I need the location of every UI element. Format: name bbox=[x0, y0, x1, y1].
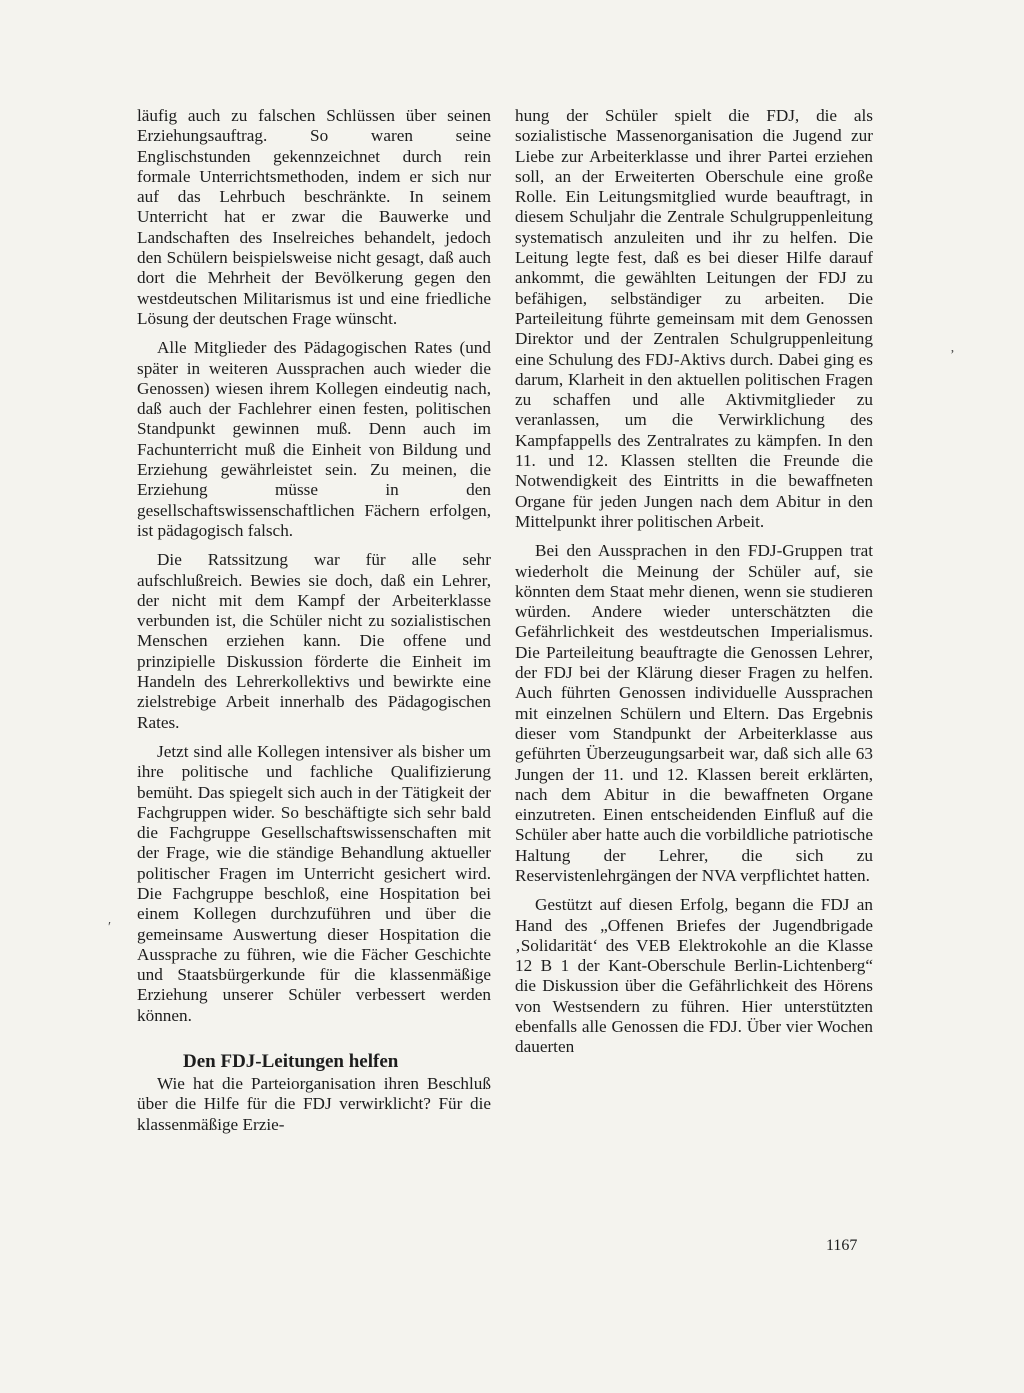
right-paragraph-3: Gestützt auf diesen Erfolg, begann die FDJ an Hand des „Offenen Briefes der Jugendbrigade ‚Solidarität‘ des VEB Elektrokohle an die Klasse 12 B 1 der Kant-Oberschule Berlin-Lichtenberg“ die Diskussion über die Gefährlichkeit des Hörens von Westsendern zu führen. Hier unterstützten ebenfalls alle Genossen die FDJ. Über vier Wochen dauerten bbox=[515, 895, 873, 1057]
right-paragraph-2: Bei den Aussprachen in den FDJ-Gruppen trat wiederholt die Meinung der Schüler auf, sie könnten dem Staat mehr dienen, wenn sie studieren würden. Andere wieder unterschätzten die Gefährlichkeit des westdeutschen Imperialismus. Die Parteileitung beauftragte die Genossen Lehrer, der FDJ bei der Klärung dieser Fragen zu helfen. Auch führten Genossen individuelle Aussprachen mit einzelnen Schülern und Eltern. Das Ergebnis dieser vom Standpunkt der Arbeiterklasse aus geführten Überzeugungsarbeit war, daß sich alle 63 Jungen der 11. und 12. Klassen bereit erklärten, nach dem Abitur in die bewaffneten Organe einzutreten. Einen entscheidenden Einfluß auf die Schüler aber hatte auch die vorbildliche patriotische Haltung der Lehrer, die sich zu Reservistenlehrgängen der NVA verpflichtet hatten. bbox=[515, 541, 873, 885]
page-number: 1167 bbox=[826, 1237, 858, 1254]
section-heading: Den FDJ-Leitungen helfen bbox=[183, 1051, 399, 1073]
right-column bbox=[515, 106, 873, 1058]
left-paragraph-2: Alle Mitglieder des Pädagogischen Rates (und später in weiteren Aussprachen auch wieder die Genossen) wiesen ihrem Kollegen eindeutig nach, daß auch der Fachlehrer einen festen, politischen Standpunkt gewinnen muß. Denn auch im Fachunterricht muß die Einheit von Bildung und Erziehung gewährleistet sein. Zu meinen, die Erziehung müsse in den gesellschaftswissenschaftlichen Fächern erfolgen, ist pädagogisch falsch. bbox=[137, 338, 491, 540]
left-paragraph-3: Die Ratssitzung war für alle sehr aufschlußreich. Bewies sie doch, daß ein Lehrer, der nicht mit dem Kampf der Arbeiterklasse verbunden ist, die Schüler nicht zu sozialistischen Menschen erziehen kann. Die offene und prinzipielle Diskussion förderte die Einheit im Handeln des Lehrerkollektivs und bewirkte eine zielstrebige Arbeit innerhalb des Pädagogischen Rates. bbox=[137, 550, 491, 732]
left-column bbox=[137, 106, 491, 1135]
scan-mark: ’ bbox=[950, 348, 955, 363]
left-paragraph-4: Jetzt sind alle Kollegen intensiver als bisher um ihre politische und fachliche Qualifizierung bemüht. Das spiegelt sich auch in der Tätigkeit der Fachgruppen wider. So beschäftigte sich sehr bald die Fachgruppe Gesellschaftswissenschaften mit der Frage, wie die ständige Behandlung aktueller politischer Fragen im Unterricht gesichert wird. Die Fachgruppe beschloß, eine Hospitation bei einem Kollegen durchzuführen und über die gemeinsame Auswertung dieser Hospitation die Aussprache zu führen, wie die Fächer Geschichte und Staatsbürgerkunde für die klassenmäßige Erziehung unserer Schüler verbessert werden können. bbox=[137, 741, 491, 1025]
scan-mark: ′ bbox=[108, 920, 112, 935]
left-paragraph-1: läufig auch zu falschen Schlüssen über seinen Erziehungsauftrag. So waren seine Englischstunden gekennzeichnet durch rein formale Unterrichtsmethoden, indem er sich nur auf das Lehrbuch beschränkte. In seinem Unterricht hat er zwar die Bauwerke und Landschaften des Inselreiches behandelt, jedoch den Schülern beispielsweise nicht gesagt, daß auch dort die Mehrheit der Bevölkerung gegen den westdeutschen Militarismus ist und eine friedliche Lösung der deutschen Frage wünscht. bbox=[137, 106, 491, 328]
right-paragraph-1: hung der Schüler spielt die FDJ, die als sozialistische Massenorganisation die Jugend zur Liebe zur Arbeiterklasse und ihrer Partei erziehen soll, an der Erweiterten Oberschule eine große Rolle. Ein Leitungsmitglied wurde beauftragt, in diesem Schuljahr die Zentrale Schulgruppenleitung systematisch anzuleiten und ihr zu helfen. Die Leitung legte fest, daß es bei dieser Hilfe darauf ankommt, die gewählten Leitungen der FDJ zu befähigen, selbständiger zu arbeiten. Die Parteileitung führte gemeinsam mit dem Genossen Direktor und der Zentralen Schulgruppenleitung eine Schulung des FDJ-Aktivs durch. Dabei ging es darum, Klarheit in den aktuellen politischen Fragen zu schaffen und alle Aktivmitglieder zu veranlassen, um die Verwirklichung des Kampfappells des Zentralrates zu kämpfen. In den 11. und 12. Klassen stellten die Freunde die Notwendigkeit des Eintritts in die bewaffneten Organe für jeden Jungen nach dem Abitur in den Mittelpunkt ihrer politischen Arbeit. bbox=[515, 106, 873, 531]
left-paragraph-5: Wie hat die Parteiorganisation ihren Beschluß über die Hilfe für die FDJ verwirklicht? Für die klassenmäßige Erzie- bbox=[137, 1074, 491, 1134]
